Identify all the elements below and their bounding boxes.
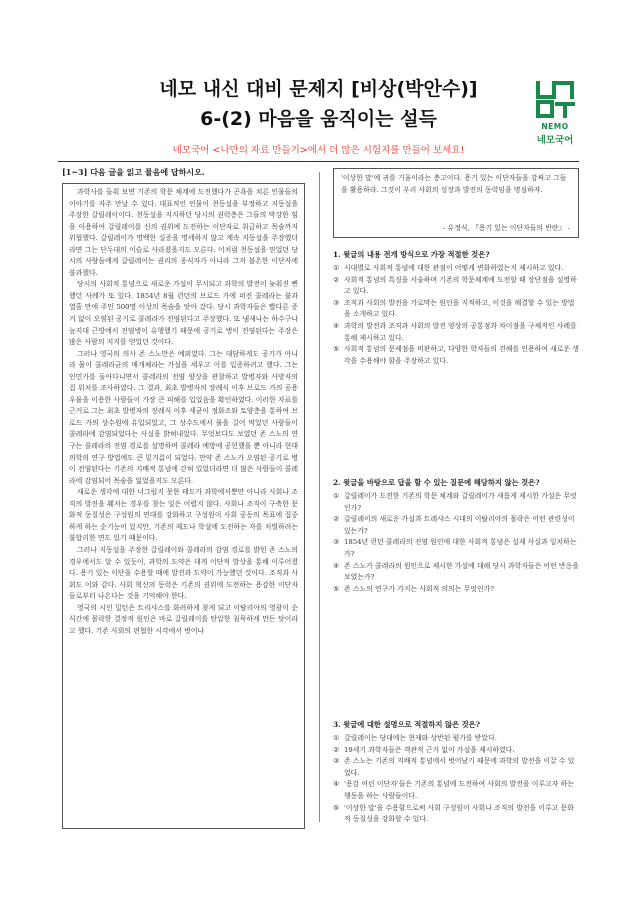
passage-paragraph: 영국의 시인 밀턴은 트리샤스를 화려하게 찾게 되고 이탈리아의 영광이 순식간에 몰락한 결정적 원인은 바로 갈릴레이를 탄압한 침묵하게 만든 탓이라고 했다. 기존 사회의 편협한 시각에서 벗어나 — [69, 603, 298, 635]
answer-choice[interactable] — [333, 584, 579, 596]
choice-number: ① — [333, 264, 340, 272]
nemo-logo-mark — [534, 80, 576, 120]
choice-text: 사회적 통념의 문제점을 비판하고, 다양한 학자들의 견해를 인용하여 새로운 생각을 수용해야 함을 주장하고 있다. — [344, 345, 579, 365]
answer-choice[interactable] — [333, 779, 579, 802]
answer-choice[interactable] — [333, 756, 579, 779]
page-title: 네모 내신 대비 문제지 [비상(박안수)] — [159, 78, 478, 100]
choice-text: 1854년 런던 콜레라의 전염 원인에 대한 사회적 통념은 실제 사실과 일치하는가? — [344, 538, 577, 558]
answer-choice[interactable] — [333, 745, 579, 757]
nemo-logo — [527, 80, 583, 146]
answer-choice[interactable] — [333, 514, 579, 537]
logo-korean-text: 네모국어 — [536, 135, 574, 146]
choice-text: 존 스노가 콜레라의 원인으로 제시한 가설에 대해 당시 과학자들은 어떤 반응을 보였는가? — [344, 561, 579, 582]
question-1 — [333, 249, 579, 367]
choice-text: 존 스노는 기존의 지배적 통념에서 벗어났기 때문에 과학의 발전을 이끌 수 있었다. — [344, 757, 575, 777]
choice-text: 존 스노의 연구가 가지는 사회적 의의는 무엇인가? — [344, 584, 494, 593]
answer-choice[interactable] — [333, 561, 579, 584]
answer-choice[interactable] — [333, 537, 579, 560]
choice-text: 갈릴레이는 당대에는 현재와 상반된 평가를 받았다. — [344, 734, 497, 742]
question-2 — [333, 477, 579, 595]
question-3 — [333, 719, 579, 826]
question-stem: 3. 윗글에 대한 설명으로 적절하지 않은 것은? — [333, 720, 480, 729]
choice-number: ⑤ — [333, 803, 340, 812]
choice-text: 조직과 사회의 발전을 가로막는 원인을 지적하고, 이것을 해결할 수 있는 방법을 소개하고 있다. — [344, 298, 575, 319]
passage-continued-box — [333, 168, 579, 238]
choice-number: ④ — [333, 561, 340, 570]
passage-paragraph: 당시의 사회적 통념으로 새로운 가설이 무시되고 과학의 발전이 늦춰진 뻔했던 사례가 또 있다. 1854년 8월 런던의 브로드 가에 퍼진 콜레라는 불과 열흘 만에 주민 500명 이상의 목숨을 앗아 갔다. 당시 과학자들은 빨다른 증거 없이 오염된 공기로 콜레라가 전염된다고 주장했다. 또 냄새나는 하수구나 늪지대 근방에서 전염병이 유행했기 때문에 공기로 병이 전염된다는 주장은 많은 사람의 지지를 얻었던 것이다. — [69, 280, 298, 347]
choice-number: ③ — [333, 757, 340, 766]
answer-choice[interactable] — [333, 275, 579, 298]
passage-citation: - 유정식, 『용기 있는 이단자들의 반란』 - — [443, 224, 570, 232]
choice-text: 갈릴레이가 도전한 기존의 학문 체계와 갈릴레이가 새롭게 제시한 가설은 무엇인가? — [344, 492, 577, 512]
answer-choice[interactable] — [333, 263, 579, 275]
choice-number: ② — [333, 275, 340, 284]
column-divider — [319, 172, 320, 822]
choice-text: '용감 어린 이단자'들은 기존의 통념에 도전하여 사회의 발전을 이루고자 하는 행동을 하는 사람들이다. — [344, 780, 574, 800]
page-subtitle-heading: 6-(2) 마음을 움직이는 설득 — [200, 108, 437, 130]
answer-choice[interactable] — [333, 344, 579, 367]
passage-continued-text: '이상한 말'에 귀를 기울이라는 충고이다. 용기 있는 이단자들을 감싸고 그들을 활용하라. 그것이 우리 사회의 성장과 발전의 동력임을 명심하자. — [341, 174, 567, 194]
answer-choice[interactable] — [333, 803, 579, 826]
answer-choice[interactable] — [333, 298, 579, 321]
choice-number: ① — [333, 734, 340, 742]
header-divider — [58, 161, 579, 162]
passage-box — [62, 183, 305, 829]
choice-text: 19세기 과학자들은 객관적 근거 없이 가설을 제시하였다. — [344, 745, 515, 754]
choice-number: ② — [333, 745, 340, 754]
choice-text: 갈릴레이의 새로운 가설과 트레샤스 시대의 이탈리아의 몰락은 어떤 관련성이 있는가? — [344, 515, 575, 535]
passage-paragraph: 그러나 영국의 의사 존 스노만은 예외였다. 그는 대담하게도 공기가 아니라 물이 콜레라균의 매개체라는 가설을 세우고 이를 입증하려고 했다. 그는 인민가를 돌아다니면서 콜레라의 전염 양상을 관찰하고 발병자와 사망자의 집 위치를 조사하였다. 그 결과, 최초 발병자의 장례식 이후 브로드 가의 공용 우물을 이용한 사람들이 가장 큰 피해를 입었음을 확인하였다. 이러한 자료를 근거로 그는 최초 발병자의 장례식 이후 세균이 정화조와 토양층을 통하여 브로드 가의 상수원에 유입되었고, 그 상수도에서 물을 길어 먹었던 사람들이 콜레라에 감염되었다는 사실을 밝혀내었다. 무엇보다도 보였던 존 스노의 연구는 콜레라의 전염 경로를 설명하며 콜레라 예방에 공헌했을 뿐 아니라 현대 의학의 연구 방법에도 큰 밑거름이 되었다. 만약 존 스노가 오염된 공기로 병이 전염된다는 기존의 지배적 통념에 갇혀 있었더라면 더 많은 사람들이 콜레라에 감염되어 목숨을 잃었을지도 모른다. — [69, 349, 298, 485]
choice-number: ⑤ — [333, 584, 340, 593]
choice-text: 사회적 통념의 특징을 서술하며 기존의 학문체계에 도전할 때 장단점을 설명하고 있다. — [344, 275, 577, 296]
passage-paragraph: 과학사를 들춰 보면 기존의 학문 체계에 도전했다가 곤욕을 치른 인물들의 이야기를 자주 만날 수 있다. 대표적인 인물이 천동설을 부정하고 지동설을 주장한 갈릴레이이다. 천동설을 지지하던 당시의 권력층은 그들의 막강한 힘을 이용하여 갈릴레이를 신의 권위에 도전하는 이단자로 취급하고 목숨까지 위협했다. 갈릴레이가 명백한 실증을 명세하지 않고 계속 지동설을 주장했더라면 그는 단두대의 이슬로 사라졌을지도 모른다. 이처럼 천동설을 믿었던 당시의 사람들에게 갈릴레이는 권리의 종식자가 아니라 그저 불온한 이단자에 불과했다. — [69, 188, 298, 277]
choice-text: 시대별로 사회적 통념에 대한 관점이 어떻게 변화하였는지 제시하고 있다. — [344, 264, 564, 272]
choice-number: ③ — [333, 298, 340, 307]
choice-text: 과학의 발전과 조직과 사회의 발전 양상의 공통점과 차이점을 구체적인 사례를 통해 제시하고 있다. — [344, 321, 577, 342]
instruction-text: [1~3] 다음 글을 읽고 물음에 답하시오. — [62, 167, 205, 177]
passage-paragraph: 그러나 지동설을 주장한 갈릴레이와 콜레라의 감염 경로를 밝힌 존 스노의 경우에서도 알 수 있듯이, 과학의 도약은 대게 이단적 발상을 통해 이루어졌다. 용기 있는 이단을 수용할 때에 발전과 도약이 가능했던 것이다. 조직과 사회도 이와 같다. 사회 혁신의 동력은 기존의 권위에 도전하는 용감한 이단자들로부터 나온다는 것을 기억해야 한다. — [69, 545, 298, 601]
choice-number: ① — [333, 492, 340, 500]
answer-choice[interactable] — [333, 491, 579, 514]
logo-english-text: NEMO — [541, 122, 569, 131]
answer-choice[interactable] — [333, 321, 579, 344]
question-stem: 1. 윗글의 내용 전개 방식으로 가장 적절한 것은? — [333, 250, 490, 259]
answer-choice[interactable] — [333, 733, 579, 745]
choice-text: '이상한 말'을 수용함으로써 사회 구성원이 사회나 조직의 발전을 이루고 문화적 동질성을 강화할 수 있다. — [344, 803, 574, 824]
choice-number: ④ — [333, 321, 340, 330]
choice-number: ④ — [333, 780, 340, 789]
question-stem: 2. 윗글을 바탕으로 답을 할 수 있는 질문에 해당하지 않는 것은? — [333, 478, 540, 487]
promo-subtitle: 네모국어 <나만의 자료 만들기>에서 더 많은 시험지를 만들어 보세요! — [172, 145, 465, 156]
choice-number: ③ — [333, 538, 340, 547]
choice-number: ② — [333, 515, 340, 524]
passage-paragraph: 새로운 생각에 대한 너그럽지 못한 태도가 과학에서뿐만 아니라 사회나 조직의 발전을 훼저는 경우를 찾는 일은 어렵지 않다. 사회나 조직이 구축한 문화적 동질성은 구성원의 연대를 강화하고 구성원이 사회 공동의 목표에 집중하게 하는 순기능이 있지만, 기존의 제도나 학설에 도전하는 자를 처벌하려는 불합리한 면도 있기 때문이다. — [69, 488, 298, 543]
choice-number: ⑤ — [333, 345, 340, 354]
